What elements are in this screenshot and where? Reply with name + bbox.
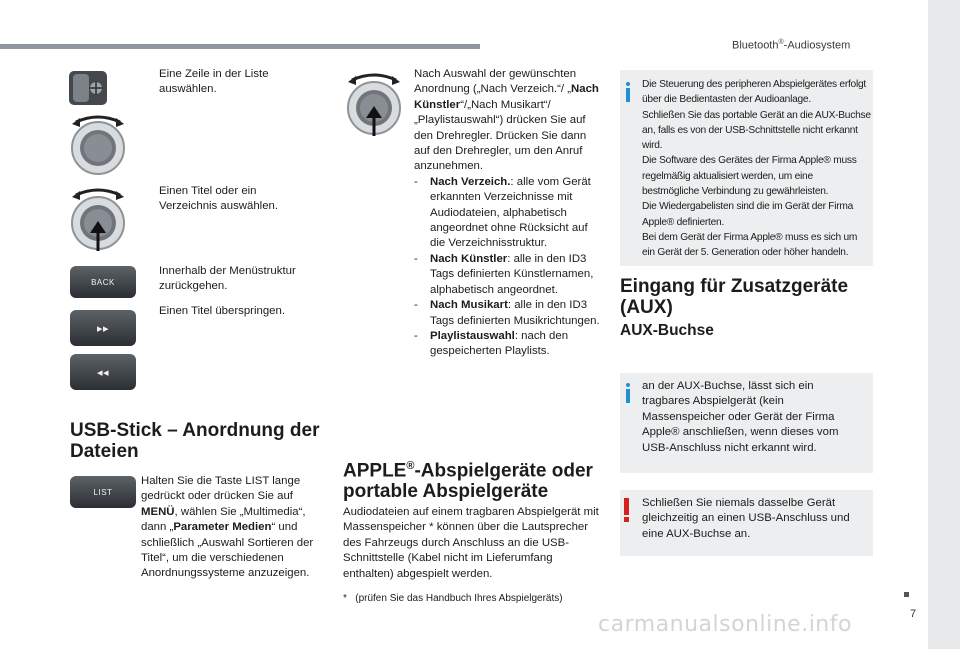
rotary-knob-icon — [68, 112, 128, 172]
warning-box: Schließen Sie niemals dasselbe Gerät gleichzeitig an einen USB-Anschluss und eine AUX-Buchse an. — [620, 490, 873, 556]
info-box-aux: an der AUX-Buchse, lässt sich ein tragbares Abspielgerät (kein Massenspeicher oder Gerät der Firma Apple® anschließen, wenn dieses vom USB-Anschluss nicht erkannt wird. — [620, 373, 873, 473]
aux-subheading: AUX-Buchse — [620, 322, 714, 339]
skip-forward-icon: ▸▸ — [70, 310, 136, 346]
joystick-icon — [68, 70, 108, 106]
sort-option-item: - Nach Künstler: alle in den ID3 Tags definierten Künstlernamen, alphabetisch angeordnet. — [414, 252, 594, 296]
rotary-knob-press-icon-2 — [344, 70, 404, 130]
watermark: carmanualsonline.info — [598, 612, 852, 637]
aux-heading: Eingang für Zusatzgeräte (AUX) — [620, 276, 849, 318]
apple-heading: APPLE®-Abspielgeräte oder portable Abspielgeräte — [343, 460, 593, 503]
skip-back-icon: ◂◂ — [70, 354, 136, 390]
footnote: * (prüfen Sie das Handbuch Ihres Abspielgeräts) — [343, 593, 563, 604]
page-header: Bluetooth®-Audiosystem — [732, 39, 851, 52]
page-number: 7 — [910, 608, 917, 620]
rotary-knob-press-icon — [68, 185, 128, 245]
ctrl3-text: Innerhalb der Menüstruktur zurückgehen. — [159, 265, 296, 293]
sort-option-item: - Nach Verzeich.: alle vom Gerät erkannten Verzeichnisse mit Audiodateien, alphabetisch angeordnet ohne Rücksicht auf die Verzeichnisstruktur. — [414, 175, 591, 250]
warning-icon — [623, 498, 631, 522]
sort-option-item: - Nach Musikart: alle in den ID3 Tags definierten Musikrichtungen. — [414, 299, 600, 327]
apple-text: Audiodateien auf einem tragbaren Abspielgerät mit Massenspeicher * können über die Lautsprecher des Fahrzeugs durch Anschluss an die USB-Schnittstelle (Kabel nicht im Lieferumfang enthalten) abgespielt werden. — [343, 506, 599, 580]
ctrl4-text: Einen Titel überspringen. — [159, 305, 286, 317]
sort-intro: Nach Auswahl der gewünschten Anordnung („Nach Verzeich.“/ „Nach Künstler“/„Nach Musikart“/„Playlistauswahl“) drücken Sie auf den Drehregler. Drücken Sie dann auf den Drehregler, um den Anruf anzunehmen. - Nach Verzeich.: alle vom Gerät erkannten Verzeichnisse mit Audiodateien, alphabetisch angeordnet ohne Rücksicht auf die Verzeichnisstruktur. - Nach Künstler: alle in den ID3 Tags definierten Künstlernamen, alphabetisch angeordnet. - Nach Musikart: alle in den ID3 Tags definierten Musikrichtungen. - Playlistauswahl: nach den gespeicherten Playlists. — [414, 67, 600, 360]
info-icon — [623, 383, 635, 403]
page-marker — [904, 592, 909, 597]
usb-heading: USB-Stick – Anordnung der Dateien — [70, 420, 320, 462]
header-rule — [0, 44, 480, 49]
side-strip — [928, 0, 960, 649]
sort-option-item: - Playlistauswahl: nach den gespeicherten Playlists. — [414, 329, 569, 358]
info-box-apple: Die Steuerung des peripheren Abspielgerätes erfolgt über die Bedientasten der Audioanlage. Schließen Sie das portable Gerät an die AUX-Buchse an, falls es von der USB-Schnittstelle nicht erkannt wird. Die Software des Gerätes der Firma Apple® muss regelmäßig aktualisiert werden, um eine bestmögliche Verbindung zu gewährleisten. Die Wiedergabelisten sind die im Gerät der Firma Apple® definierten. Bei dem Gerät der Firma Apple® muss es sich um ein Gerät der 5. Generation oder höher handeln. — [620, 70, 873, 266]
sort-options-list — [414, 175, 600, 360]
ctrl1-text: Eine Zeile in der Liste auswählen. — [159, 68, 269, 96]
usb-text: Halten Sie die Taste LIST lange gedrückt oder drücken Sie auf MENÜ, wählen Sie „Multimedia“, dann „Parameter Medien“ und schließlich „Auswahl Sortieren der Titel“, um die verschiedenen Anordnungssysteme anzuzeigen. — [141, 475, 314, 580]
ctrl2-text: Einen Titel oder ein Verzeichnis auswählen. — [159, 185, 279, 213]
list-button-icon: LIST — [70, 476, 136, 508]
info-icon — [623, 82, 635, 102]
back-button-icon: BACK — [70, 266, 136, 298]
